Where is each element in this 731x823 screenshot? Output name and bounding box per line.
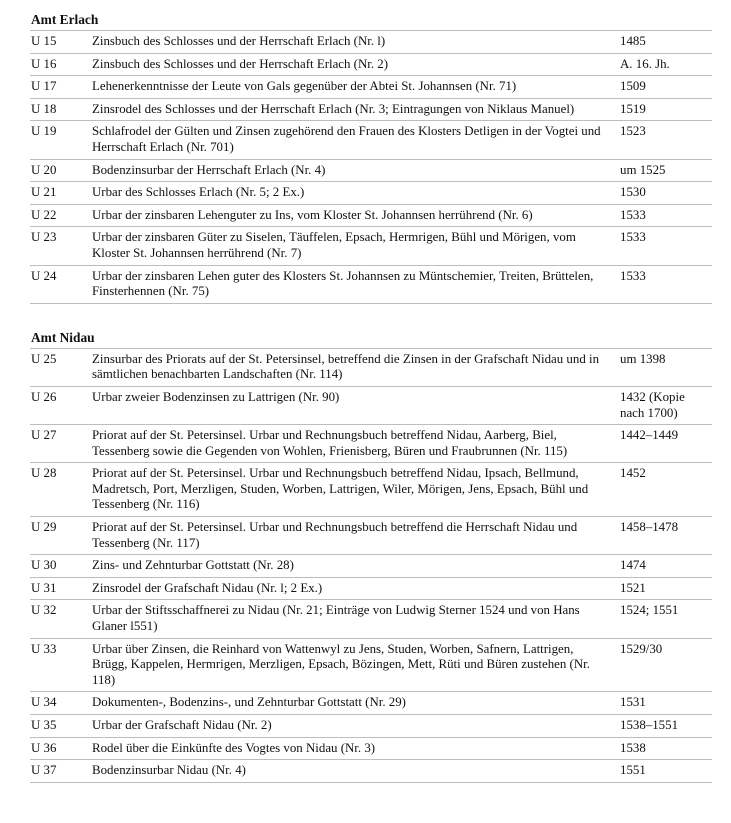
table-row <box>30 760 712 783</box>
records-table-body <box>30 348 712 782</box>
description-cell: Dokumenten-, Bodenzins-, und Zehnturbar Gottstatt (Nr. 29) <box>92 692 620 715</box>
date-cell: 1533 <box>620 227 712 265</box>
section-amt-erlach <box>30 12 715 304</box>
table-row <box>30 600 712 638</box>
description-cell: Urbar der Stiftsschaffnerei zu Nidau (Nr. 21; Einträge von Ludwig Sterner 1524 und von Hans Glaner l551) <box>92 600 620 638</box>
table-row <box>30 121 712 159</box>
signature-cell: U 20 <box>30 159 92 182</box>
description-cell: Urbar über Zinsen, die Reinhard von Wattenwyl zu Jens, Studen, Worben, Safnern, Lattrigen, Brügg, Kappelen, Hermrigen, Merzligen, Epsach, Bözingen, Mett, Rüti und Büren zustehen (Nr. 118) <box>92 638 620 692</box>
description-cell: Bodenzinsurbar Nidau (Nr. 4) <box>92 760 620 783</box>
signature-cell: U 26 <box>30 386 92 424</box>
date-cell: 1530 <box>620 182 712 205</box>
description-cell: Priorat auf der St. Petersinsel. Urbar und Rechnungsbuch betreffend die Herrschaft Nidau und Tessenberg (Nr. 117) <box>92 517 620 555</box>
table-row <box>30 159 712 182</box>
table-row <box>30 692 712 715</box>
description-cell: Urbar der Grafschaft Nidau (Nr. 2) <box>92 715 620 738</box>
date-cell: um 1525 <box>620 159 712 182</box>
records-table <box>30 348 712 783</box>
description-cell: Bodenzinsurbar der Herrschaft Erlach (Nr. 4) <box>92 159 620 182</box>
table-row <box>30 425 712 463</box>
table-row <box>30 53 712 76</box>
table-row <box>30 715 712 738</box>
records-table-body <box>30 31 712 304</box>
date-cell: 1519 <box>620 98 712 121</box>
date-cell: 1452 <box>620 463 712 517</box>
description-cell: Urbar zweier Bodenzinsen zu Lattrigen (Nr. 90) <box>92 386 620 424</box>
records-table <box>30 30 712 304</box>
table-row <box>30 227 712 265</box>
description-cell: Urbar des Schlosses Erlach (Nr. 5; 2 Ex.) <box>92 182 620 205</box>
table-row <box>30 348 712 386</box>
table-row <box>30 386 712 424</box>
signature-cell: U 36 <box>30 737 92 760</box>
signature-cell: U 18 <box>30 98 92 121</box>
date-cell: 1533 <box>620 204 712 227</box>
table-row <box>30 463 712 517</box>
description-cell: Lehenerkenntnisse der Leute von Gals gegenüber der Abtei St. Johannsen (Nr. 71) <box>92 76 620 99</box>
table-row <box>30 76 712 99</box>
description-cell: Schlafrodel der Gülten und Zinsen zugehörend den Frauen des Klosters Detligen in der Vogtei und Herrschaft Erlach (Nr. 701) <box>92 121 620 159</box>
signature-cell: U 22 <box>30 204 92 227</box>
date-cell: 1538–1551 <box>620 715 712 738</box>
date-cell: 1538 <box>620 737 712 760</box>
signature-cell: U 17 <box>30 76 92 99</box>
table-row <box>30 182 712 205</box>
table-row <box>30 98 712 121</box>
table-row <box>30 577 712 600</box>
date-cell: um 1398 <box>620 348 712 386</box>
table-row <box>30 517 712 555</box>
date-cell: 1509 <box>620 76 712 99</box>
signature-cell: U 29 <box>30 517 92 555</box>
table-row <box>30 555 712 578</box>
description-cell: Zinsbuch des Schlosses und der Herrschaft Erlach (Nr. 2) <box>92 53 620 76</box>
signature-cell: U 23 <box>30 227 92 265</box>
date-cell: A. 16. Jh. <box>620 53 712 76</box>
date-cell: 1531 <box>620 692 712 715</box>
date-cell: 1474 <box>620 555 712 578</box>
table-row <box>30 204 712 227</box>
description-cell: Zinsbuch des Schlosses und der Herrschaft Erlach (Nr. l) <box>92 31 620 54</box>
signature-cell: U 27 <box>30 425 92 463</box>
description-cell: Rodel über die Einkünfte des Vogtes von Nidau (Nr. 3) <box>92 737 620 760</box>
description-cell: Zinsrodel der Grafschaft Nidau (Nr. l; 2 Ex.) <box>92 577 620 600</box>
date-cell: 1524; 1551 <box>620 600 712 638</box>
signature-cell: U 35 <box>30 715 92 738</box>
date-cell: 1432 (Kopie nach 1700) <box>620 386 712 424</box>
table-row <box>30 31 712 54</box>
signature-cell: U 24 <box>30 265 92 303</box>
signature-cell: U 15 <box>30 31 92 54</box>
signature-cell: U 30 <box>30 555 92 578</box>
date-cell: 1442–1449 <box>620 425 712 463</box>
signature-cell: U 33 <box>30 638 92 692</box>
date-cell: 1529/30 <box>620 638 712 692</box>
signature-cell: U 31 <box>30 577 92 600</box>
signature-cell: U 28 <box>30 463 92 517</box>
description-cell: Priorat auf der St. Petersinsel. Urbar und Rechnungsbuch betreffend Nidau, Aarberg, Biel, Tessenberg sowie die Gegenden von Wohlen, Frienisberg, Büren und Fraubrunnen (Nr. 115) <box>92 425 620 463</box>
table-row <box>30 638 712 692</box>
date-cell: 1533 <box>620 265 712 303</box>
description-cell: Zinsrodel des Schlosses und der Herrschaft Erlach (Nr. 3; Eintragungen von Niklaus Manuel) <box>92 98 620 121</box>
table-row <box>30 265 712 303</box>
signature-cell: U 32 <box>30 600 92 638</box>
table-row <box>30 737 712 760</box>
section-title: Amt Erlach <box>31 12 99 27</box>
signature-cell: U 16 <box>30 53 92 76</box>
signature-cell: U 37 <box>30 760 92 783</box>
description-cell: Urbar der zinsbaren Lehen guter des Klosters St. Johannsen zu Müntschemier, Treiten, Brüttelen, Finsterhennen (Nr. 75) <box>92 265 620 303</box>
signature-cell: U 21 <box>30 182 92 205</box>
section-amt-nidau <box>30 330 715 783</box>
description-cell: Zins- und Zehnturbar Gottstatt (Nr. 28) <box>92 555 620 578</box>
description-cell: Urbar der zinsbaren Lehenguter zu Ins, vom Kloster St. Johannsen herrührend (Nr. 6) <box>92 204 620 227</box>
date-cell: 1458–1478 <box>620 517 712 555</box>
signature-cell: U 19 <box>30 121 92 159</box>
date-cell: 1523 <box>620 121 712 159</box>
description-cell: Zinsurbar des Priorats auf der St. Petersinsel, betreffend die Zinsen in der Grafschaft Nidau und in sämtlichen benachbarten Landschaften (Nr. 114) <box>92 348 620 386</box>
date-cell: 1521 <box>620 577 712 600</box>
section-title: Amt Nidau <box>31 329 95 345</box>
description-cell: Priorat auf der St. Petersinsel. Urbar und Rechnungsbuch betreffend Nidau, Ipsach, Bellmund, Madretsch, Port, Merzligen, Studen, Worben, Lattrigen, Wiler, Mörigen, Jens, Epsach, Bühl und Tessenberg (Nr. 116) <box>92 463 620 517</box>
description-cell: Urbar der zinsbaren Güter zu Siselen, Täuffelen, Epsach, Hermrigen, Bühl und Mörigen, vom Kloster St. Johannsen herrührend (Nr. 7) <box>92 227 620 265</box>
signature-cell: U 34 <box>30 692 92 715</box>
signature-cell: U 25 <box>30 348 92 386</box>
date-cell: 1551 <box>620 760 712 783</box>
date-cell: 1485 <box>620 31 712 54</box>
